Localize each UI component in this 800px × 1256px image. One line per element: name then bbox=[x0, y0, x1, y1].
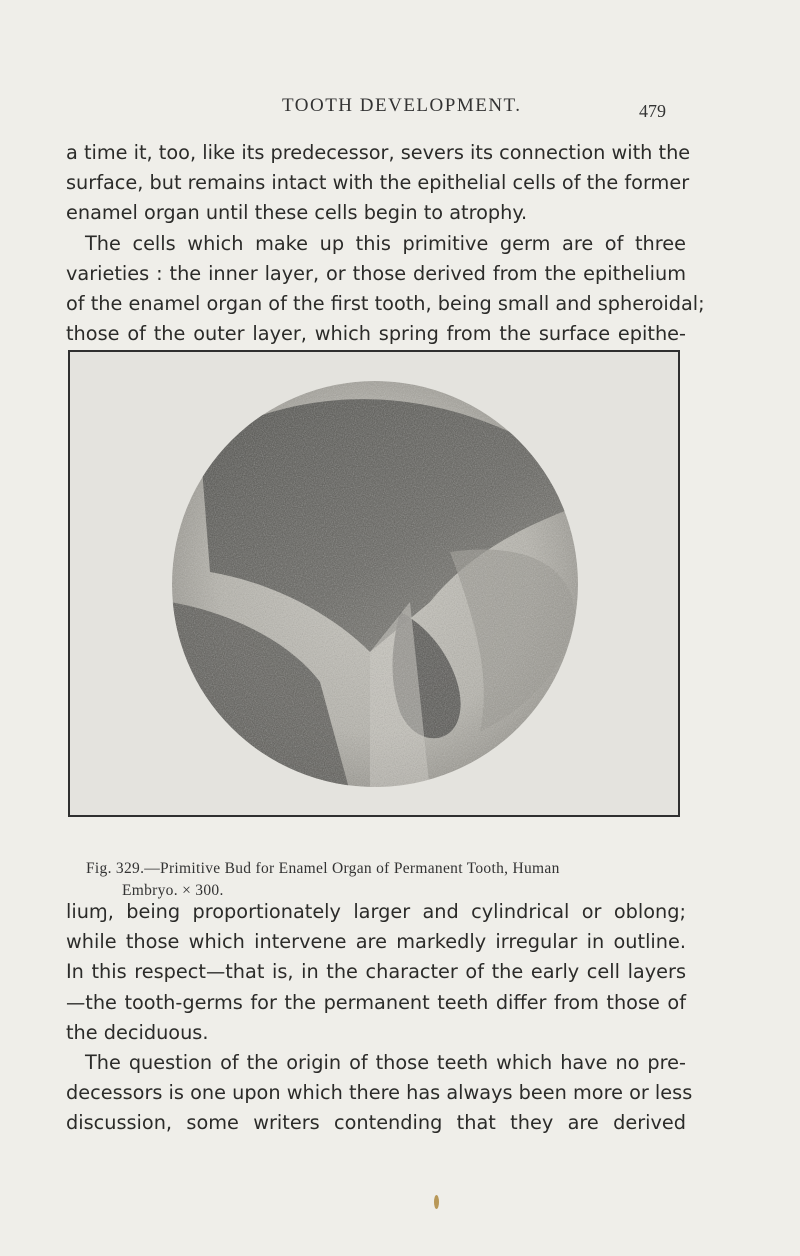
running-title: TOOTH DEVELOPMENT. bbox=[282, 95, 522, 116]
paragraph-top bbox=[66, 138, 705, 349]
text-line: of the enamel organ of the first tooth, being small and spheroidal; bbox=[66, 292, 705, 316]
text-line: a time it, too, like its predecessor, severs its connection with the bbox=[66, 141, 691, 164]
figure-caption bbox=[86, 858, 666, 902]
running-head bbox=[0, 95, 800, 125]
text-line: In this respect—that is, in the character of the early cell layers bbox=[66, 960, 686, 984]
text-line: those of the outer layer, which spring from the surface epithe- bbox=[66, 322, 686, 346]
text-line: the deciduous. bbox=[66, 1020, 209, 1044]
text-line: varieties : the inner layer, or those derived from the epithelium bbox=[66, 261, 686, 285]
text-line: The cells which make up this primitive germ are of three bbox=[85, 231, 686, 255]
text-line: decessors is one upon which there has always been more or less bbox=[66, 1081, 693, 1105]
text-line: surface, but remains intact with the epithelial cells of the former bbox=[66, 171, 690, 195]
caption-line: Fig. 329.—Primitive Bud for Enamel Organ of Permanent Tooth, Human bbox=[86, 860, 560, 877]
paper-speck bbox=[434, 1195, 439, 1209]
text-line: —the tooth-germs for the permanent teeth differ from those of bbox=[66, 990, 686, 1014]
text-line: enamel organ until these cells begin to atrophy. bbox=[66, 201, 528, 225]
micrograph-image bbox=[70, 352, 678, 815]
micrograph-figure bbox=[68, 350, 680, 817]
text-line: The question of the origin of those teeth which have no pre- bbox=[85, 1051, 686, 1075]
caption-line: Embryo. × 300. bbox=[122, 882, 224, 899]
text-line: discussion, some writers contending that they are derived bbox=[66, 1111, 686, 1135]
paragraph-bottom bbox=[66, 897, 693, 1139]
page-number: 479 bbox=[639, 101, 666, 121]
text-line: liuɱ, being proportionately larger and cylindrical or oblong; bbox=[66, 900, 686, 923]
text-line: while those which intervene are markedly irregular in outline. bbox=[66, 930, 686, 954]
